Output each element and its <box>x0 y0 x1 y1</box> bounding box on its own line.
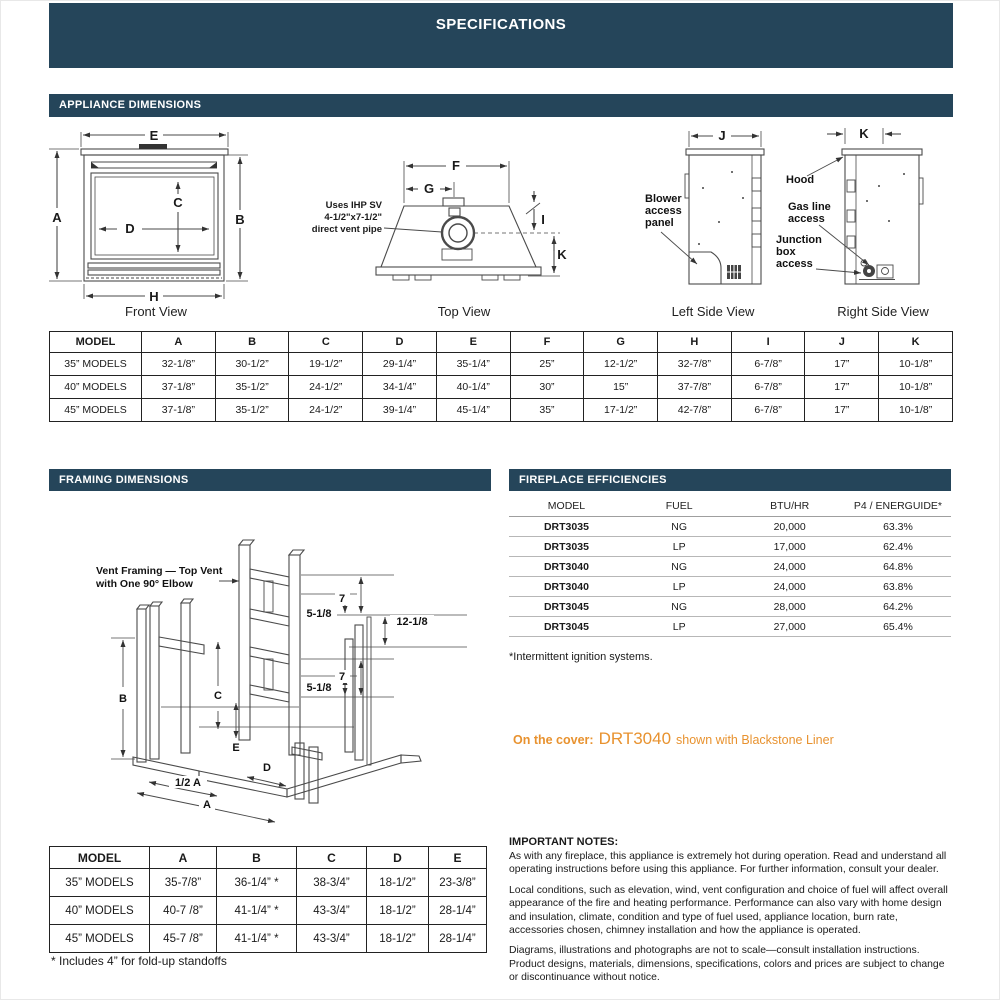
table-cell: 39-1/4” <box>363 399 437 422</box>
column-header: I <box>731 332 805 353</box>
column-header: A <box>150 847 217 869</box>
table-cell: 64.2% <box>845 597 951 617</box>
table-cell: DRT3045 <box>509 617 624 637</box>
table-cell: 35” <box>510 399 584 422</box>
table-cell: DRT3045 <box>509 597 624 617</box>
table-cell: NG <box>624 557 735 577</box>
column-header: BTU/HR <box>734 496 845 517</box>
table-row <box>509 577 951 597</box>
table-cell: 30” <box>510 376 584 399</box>
table-cell: 38-3/4” <box>297 869 367 897</box>
table-cell: 17-1/2” <box>584 399 658 422</box>
framing-dim-e: E <box>232 742 240 754</box>
vent-framing-note <box>95 565 223 590</box>
table-cell: 24-1/2” <box>289 376 363 399</box>
column-header: MODEL <box>509 496 624 517</box>
table-cell: 30-1/2” <box>215 353 289 376</box>
column-header: C <box>297 847 367 869</box>
table-row <box>50 399 953 422</box>
table-cell: 24,000 <box>734 577 845 597</box>
table-row <box>509 537 951 557</box>
table-cell: 37-1/8” <box>142 376 216 399</box>
left-side-view-label: Left Side View <box>671 304 755 319</box>
table-cell: 18-1/2” <box>367 925 429 953</box>
table-row <box>509 517 951 537</box>
cover-note <box>513 729 834 749</box>
table-cell: 24-1/2” <box>289 399 363 422</box>
important-notes-title: IMPORTANT NOTES: <box>509 836 619 848</box>
table-cell: NG <box>624 517 735 537</box>
column-header: K <box>879 332 953 353</box>
framing-dimensions-table <box>49 846 487 953</box>
table-cell: 15” <box>584 376 658 399</box>
table-cell: 32-1/8” <box>142 353 216 376</box>
svg-text:Uses IHP SV: Uses IHP SV <box>325 200 382 211</box>
svg-text:access: access <box>776 258 813 270</box>
table-cell: 35” MODELS <box>50 353 142 376</box>
table-cell: 35” MODELS <box>50 869 150 897</box>
table-cell: 18-1/2” <box>367 869 429 897</box>
column-header: FUEL <box>624 496 735 517</box>
table-cell: 40-7 /8” <box>150 897 217 925</box>
front-view-label: Front View <box>125 304 187 319</box>
column-header: D <box>367 847 429 869</box>
framing-dim-7-bottom: 7 <box>338 671 346 683</box>
dim-label-e: E <box>149 128 159 143</box>
dim-label-f: F <box>452 158 460 173</box>
front-view-diagram <box>41 126 256 324</box>
table-cell: 45” MODELS <box>50 399 142 422</box>
top-view-label: Top View <box>437 304 491 319</box>
table-cell: 19-1/2” <box>289 353 363 376</box>
efficiencies-footnote: *Intermittent ignition systems. <box>509 651 653 663</box>
table-row <box>509 617 951 637</box>
table-cell: 63.3% <box>845 517 951 537</box>
framing-dim-b: B <box>119 693 127 705</box>
table-row <box>50 897 487 925</box>
important-notes-paragraph: Diagrams, illustrations and photographs are not to scale—consult installation instructions. Product designs, materials, dimensions, specifications, colors and prices are subject to change or discontinuance without notice. <box>509 945 945 984</box>
framing-dim-a: A <box>203 799 211 811</box>
table-cell: DRT3040 <box>509 557 624 577</box>
table-cell: 6-7/8” <box>731 399 805 422</box>
dim-label-k2: K <box>859 126 869 141</box>
table-cell: LP <box>624 537 735 557</box>
important-notes-paragraph: As with any fireplace, this appliance is extremely hot during operation. Read and understand all operating instructions before using this appliance. For further information, consult your dealer. <box>509 851 947 876</box>
table-cell: 10-1/8” <box>879 353 953 376</box>
table-cell: 37-7/8” <box>658 376 732 399</box>
table-header-row <box>509 496 951 517</box>
framing-dim-d: D <box>263 762 271 774</box>
table-cell: 29-1/4” <box>363 353 437 376</box>
table-cell: 35-7/8” <box>150 869 217 897</box>
column-header: MODEL <box>50 847 150 869</box>
cover-note-model: DRT3040 <box>598 729 672 748</box>
table-row <box>50 869 487 897</box>
table-cell: 35-1/2” <box>215 399 289 422</box>
column-header: MODEL <box>50 332 142 353</box>
table-cell: 40-1/4” <box>436 376 510 399</box>
svg-text:panel: panel <box>645 217 674 229</box>
table-cell: 43-3/4” <box>297 897 367 925</box>
table-cell: 28-1/4” <box>429 897 487 925</box>
column-header: E <box>436 332 510 353</box>
table-cell: 17,000 <box>734 537 845 557</box>
column-header: P4 / ENERGUIDE* <box>845 496 951 517</box>
framing-dim-5-1-8-bottom: 5-1/8 <box>306 682 332 694</box>
table-row <box>50 376 953 399</box>
page-title: SPECIFICATIONS <box>49 3 953 68</box>
dim-label-b: B <box>235 212 245 227</box>
svg-text:access: access <box>788 213 825 225</box>
framing-dim-5-1-8-top: 5-1/8 <box>306 608 332 620</box>
cover-note-prefix: On the cover: <box>513 733 594 747</box>
dim-label-k: K <box>557 247 567 262</box>
table-cell: 24,000 <box>734 557 845 577</box>
section-header-appliance-dimensions: APPLIANCE DIMENSIONS <box>49 94 953 117</box>
table-cell: 28,000 <box>734 597 845 617</box>
table-cell: 17” <box>805 353 879 376</box>
svg-text:with One 90° Elbow: with One 90° Elbow <box>96 578 193 590</box>
column-header: J <box>805 332 879 353</box>
framing-dim-half-a: 1/2 A <box>175 777 201 789</box>
table-row <box>50 925 487 953</box>
table-cell: 65.4% <box>845 617 951 637</box>
table-cell: 6-7/8” <box>731 376 805 399</box>
table-cell: 32-7/8” <box>658 353 732 376</box>
dim-label-j: J <box>718 128 726 143</box>
right-side-view-label: Right Side View <box>837 304 929 319</box>
column-header: F <box>510 332 584 353</box>
dim-label-i: I <box>541 212 545 227</box>
table-cell: 45-1/4” <box>436 399 510 422</box>
blower-access-callout <box>645 193 682 229</box>
table-cell: LP <box>624 577 735 597</box>
svg-text:Vent Framing — Top Vent: Vent Framing — Top Vent <box>96 565 223 577</box>
svg-text:box: box <box>776 246 796 258</box>
svg-text:4-1/2"x7-1/2": 4-1/2"x7-1/2" <box>324 212 382 223</box>
table-cell: 28-1/4” <box>429 925 487 953</box>
table-cell: 17” <box>805 376 879 399</box>
svg-text:Blower: Blower <box>645 193 682 205</box>
dim-label-a: A <box>52 210 62 225</box>
framing-dim-c: C <box>214 690 222 702</box>
vent-pipe-note <box>312 200 383 235</box>
dim-label-h: H <box>149 289 159 304</box>
table-cell: 12-1/2” <box>584 353 658 376</box>
table-cell: 6-7/8” <box>731 353 805 376</box>
table-cell: 63.8% <box>845 577 951 597</box>
fireplace-efficiencies-table <box>509 496 951 637</box>
table-cell: 10-1/8” <box>879 376 953 399</box>
table-row <box>50 353 953 376</box>
important-notes <box>509 836 955 992</box>
section-header-framing-dimensions: FRAMING DIMENSIONS <box>49 469 491 491</box>
right-side-view-diagram <box>759 126 961 296</box>
table-cell: LP <box>624 617 735 637</box>
table-cell: 45” MODELS <box>50 925 150 953</box>
column-header: E <box>429 847 487 869</box>
cover-note-suffix: shown with Blackstone Liner <box>676 733 834 747</box>
column-header: G <box>584 332 658 353</box>
framing-footnote: * Includes 4” for fold-up standoffs <box>51 954 227 968</box>
dim-label-d: D <box>125 221 135 236</box>
table-cell: 43-3/4” <box>297 925 367 953</box>
table-cell: 35-1/2” <box>215 376 289 399</box>
dim-label-c: C <box>173 195 183 210</box>
gas-line-callout: Gas line <box>788 201 831 213</box>
table-cell: DRT3040 <box>509 577 624 597</box>
column-header: H <box>658 332 732 353</box>
section-header-fireplace-efficiencies: FIREPLACE EFFICIENCIES <box>509 469 951 491</box>
dim-label-g: G <box>423 181 435 196</box>
table-cell: 17” <box>805 399 879 422</box>
table-cell: 45-7 /8” <box>150 925 217 953</box>
table-cell: 42-7/8” <box>658 399 732 422</box>
table-cell: 27,000 <box>734 617 845 637</box>
hood-callout: Hood <box>786 174 815 186</box>
appliance-dimensions-table <box>49 331 953 422</box>
table-cell: 40” MODELS <box>50 897 150 925</box>
table-cell: NG <box>624 597 735 617</box>
table-cell: 20,000 <box>734 517 845 537</box>
table-cell: 41-1/4” * <box>217 925 297 953</box>
table-cell: 35-1/4” <box>436 353 510 376</box>
column-header: D <box>363 332 437 353</box>
table-cell: 10-1/8” <box>879 399 953 422</box>
table-row <box>509 597 951 617</box>
table-cell: DRT3035 <box>509 517 624 537</box>
framing-dim-12-1-8: 12-1/8 <box>396 616 428 628</box>
column-header: A <box>142 332 216 353</box>
junction-box-callout: Junction <box>776 234 822 246</box>
column-header: C <box>289 332 363 353</box>
framing-diagram <box>49 497 489 842</box>
table-cell: 18-1/2” <box>367 897 429 925</box>
table-cell: 41-1/4” * <box>217 897 297 925</box>
table-cell: 23-3/8” <box>429 869 487 897</box>
table-header-row <box>50 847 487 869</box>
table-cell: DRT3035 <box>509 537 624 557</box>
table-cell: 64.8% <box>845 557 951 577</box>
top-view-diagram <box>296 141 571 299</box>
table-cell: 34-1/4” <box>363 376 437 399</box>
table-header-row <box>50 332 953 353</box>
table-cell: 36-1/4” * <box>217 869 297 897</box>
svg-text:direct vent pipe: direct vent pipe <box>311 224 382 235</box>
framing-dim-7-top: 7 <box>338 593 346 605</box>
table-cell: 40” MODELS <box>50 376 142 399</box>
column-header: B <box>215 332 289 353</box>
column-header: B <box>217 847 297 869</box>
important-notes-paragraph: Local conditions, such as elevation, wind, vent configuration and choice of fuel will affect overall appearance of the fire and heating performance. Performance can also vary with home design and insulation, climate, condition and type of fuel used, appliance location, burn rate, accessories chosen, chimney installation and how the appliance is operated. <box>509 884 948 937</box>
table-cell: 62.4% <box>845 537 951 557</box>
table-cell: 25” <box>510 353 584 376</box>
table-cell: 37-1/8” <box>142 399 216 422</box>
svg-text:access: access <box>645 205 682 217</box>
table-row <box>509 557 951 577</box>
